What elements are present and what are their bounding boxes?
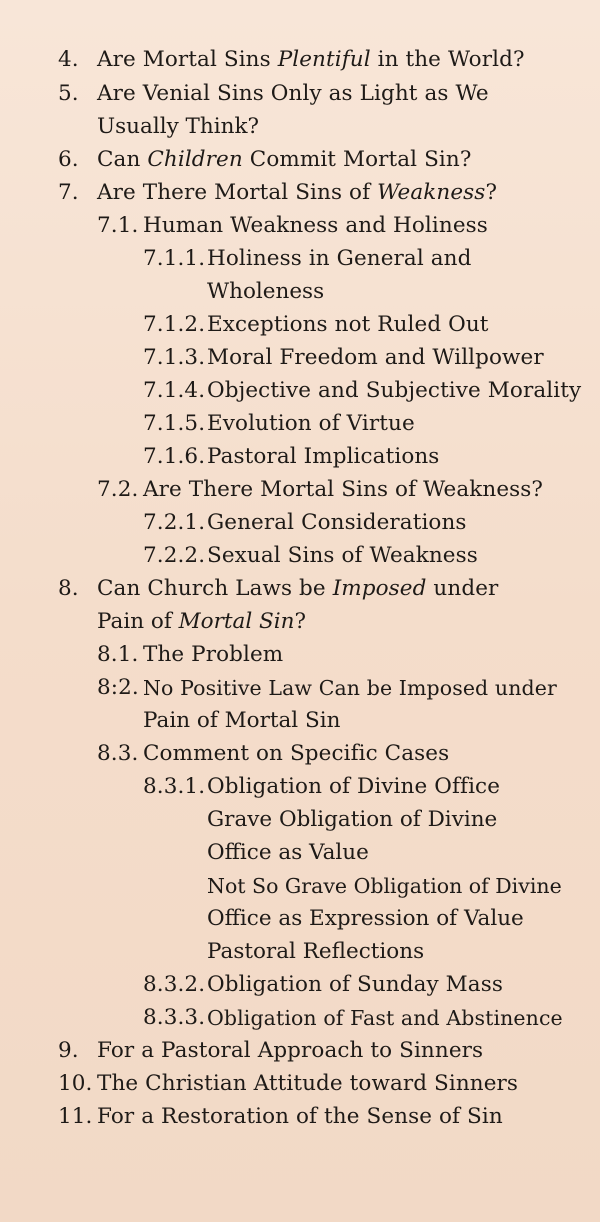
entry-number: 8.3.2. bbox=[143, 972, 206, 997]
entry-title: Holiness in General and bbox=[207, 246, 472, 271]
entry-title: Can Church Laws be Imposed under bbox=[97, 576, 499, 601]
entry-title-continued: Pain of Mortal Sin bbox=[143, 708, 341, 733]
entry-number: 7.2.1. bbox=[143, 510, 206, 535]
entry-title: Exceptions not Ruled Out bbox=[207, 312, 489, 337]
entry-number: 5. bbox=[58, 81, 79, 106]
entry-number: 10. bbox=[58, 1071, 93, 1096]
entry-title-continued: Wholeness bbox=[207, 279, 325, 304]
entry-title: For a Pastoral Approach to Sinners bbox=[97, 1038, 484, 1063]
entry-title: Are Venial Sins Only as Light as We bbox=[97, 81, 489, 106]
entry-number: 7.1.1. bbox=[143, 246, 206, 271]
entry-title: Are Mortal Sins Plentiful in the World? bbox=[97, 47, 525, 72]
entry-title: General Considerations bbox=[207, 510, 467, 535]
entry-number: 6. bbox=[58, 147, 79, 172]
entry-number: 7.1.4. bbox=[143, 378, 206, 403]
entry-title: Are There Mortal Sins of Weakness? bbox=[97, 180, 498, 205]
entry-number: 4. bbox=[58, 47, 79, 72]
entry-number: 9. bbox=[58, 1038, 79, 1063]
entry-number: 7.1.6. bbox=[143, 444, 206, 469]
entry-number: 8.3. bbox=[97, 741, 139, 766]
entry-title-continued: Pain of Mortal Sin? bbox=[97, 609, 307, 634]
entry-title: Are There Mortal Sins of Weakness? bbox=[143, 477, 544, 502]
entry-title: Objective and Subjective Morality bbox=[207, 378, 582, 403]
entry-title: The Problem bbox=[143, 642, 284, 667]
entry-title: Comment on Specific Cases bbox=[143, 741, 450, 766]
entry-number: 8.3.3. bbox=[143, 1005, 206, 1030]
entry-number: 7.2. bbox=[97, 477, 139, 502]
entry-title: For a Restoration of the Sense of Sin bbox=[97, 1104, 503, 1129]
entry-number: 7.2.2. bbox=[143, 543, 206, 568]
toc-subentry: Office as Value bbox=[207, 840, 369, 865]
toc-subentry: Office as Expression of Value bbox=[207, 906, 524, 931]
entry-number: 7.1.5. bbox=[143, 411, 206, 436]
entry-title: Evolution of Virtue bbox=[207, 411, 415, 436]
entry-number: 8.3.1. bbox=[143, 774, 206, 799]
entry-number: 8.1. bbox=[97, 642, 139, 667]
entry-title: Obligation of Sunday Mass bbox=[207, 972, 503, 997]
toc-subentry: Grave Obligation of Divine bbox=[207, 807, 498, 832]
entry-title: Can Children Commit Mortal Sin? bbox=[97, 147, 472, 172]
entry-number: 8:2. bbox=[97, 675, 139, 700]
entry-number: 11. bbox=[58, 1104, 93, 1129]
entry-number: 7. bbox=[58, 180, 79, 205]
entry-number: 8. bbox=[58, 576, 79, 601]
entry-title: Moral Freedom and Willpower bbox=[207, 345, 544, 370]
entry-number: 7.1. bbox=[97, 213, 139, 238]
entry-number: 7.1.3. bbox=[143, 345, 206, 370]
entry-title-continued: Usually Think? bbox=[97, 114, 260, 139]
toc-subentry: Not So Grave Obligation of Divine bbox=[207, 874, 562, 898]
entry-number: 7.1.2. bbox=[143, 312, 206, 337]
entry-title: Sexual Sins of Weakness bbox=[207, 543, 478, 568]
entry-title: Obligation of Divine Office bbox=[207, 774, 501, 799]
entry-title: No Positive Law Can be Imposed under bbox=[143, 676, 557, 700]
entry-title: Obligation of Fast and Abstinence bbox=[207, 1006, 563, 1030]
entry-title: Pastoral Implications bbox=[207, 444, 440, 469]
entry-title: Human Weakness and Holiness bbox=[143, 213, 488, 238]
toc-subentry: Pastoral Reflections bbox=[207, 939, 425, 964]
entry-title: The Christian Attitude toward Sinners bbox=[97, 1071, 519, 1096]
